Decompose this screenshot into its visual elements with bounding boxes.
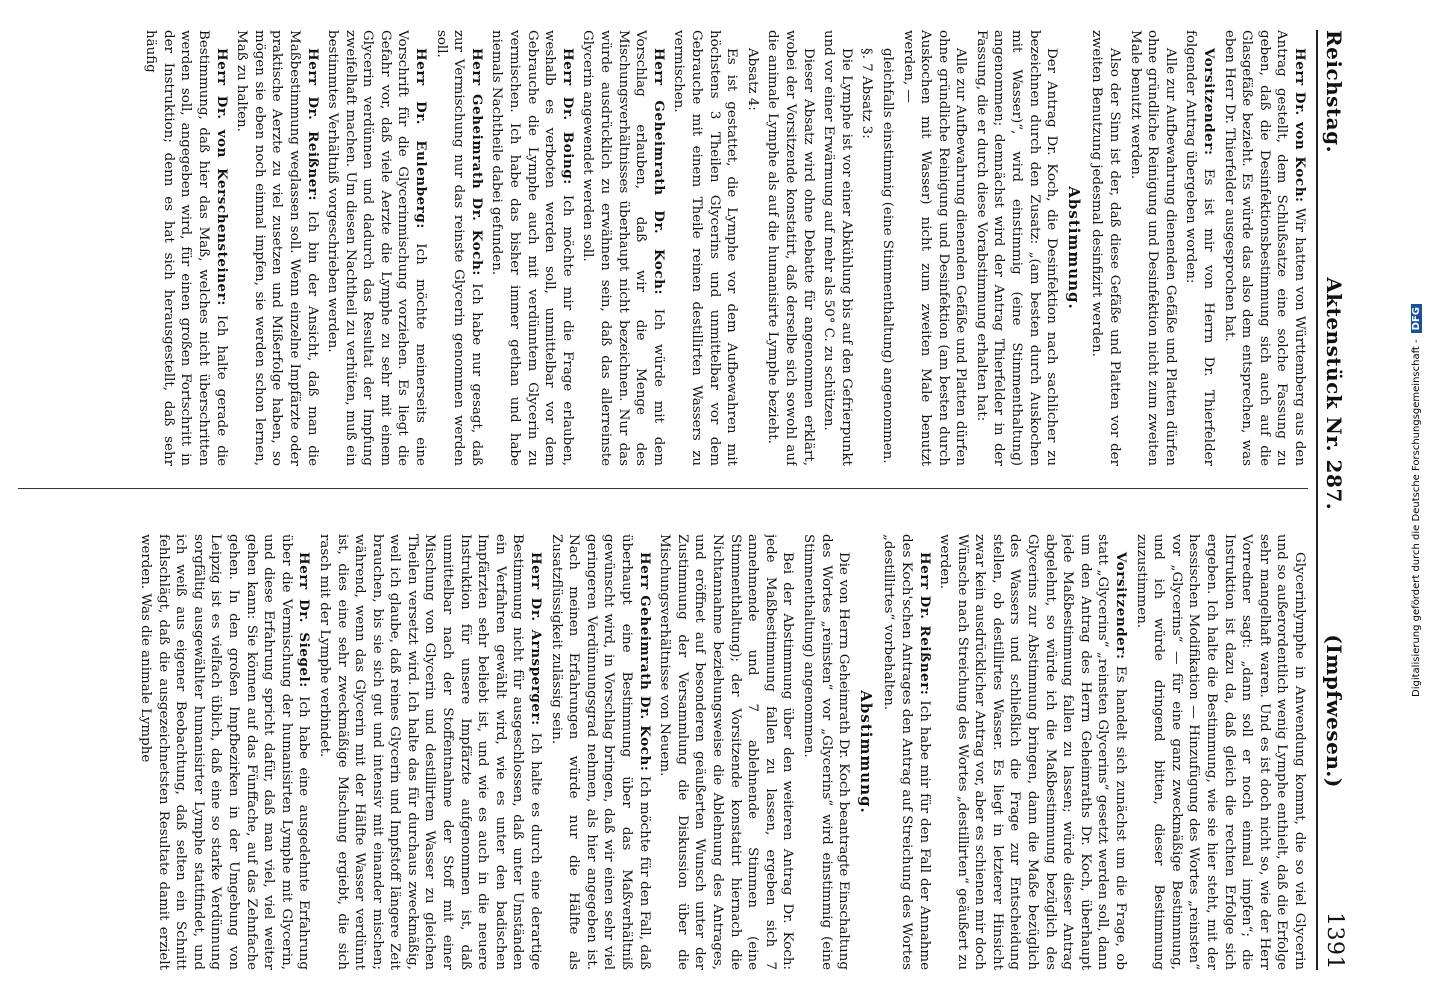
paragraph	[936, 534, 1130, 970]
section-heading: Abstimmung.	[856, 690, 875, 814]
speaker-name: Herr Dr. Reißner:	[916, 552, 933, 696]
left-column	[18, 30, 1308, 466]
speaker-name: Vorsitzender:	[1201, 48, 1218, 156]
paragraph-text: Ich möchte mir die Frage erlauben, weshalb es verboten werden soll, unmittelbar vor dem Gebrauche die Lymphe auch mit verdünntem Glycerin zu vermischen. Ich habe das bisher immer gethan und habe niemals Nachtheile dabei gefunden.	[489, 30, 575, 466]
speaker-name: Herr Geheimrath Dr. Koch:	[650, 48, 667, 296]
paragraph	[880, 534, 933, 970]
page-header	[1316, 30, 1356, 970]
paragraph-text: Alle zur Aufbewahrung dienenden Gefäße und Platten dürfen ohne gründliche Reinigung und Desinfektion (am besten durch Auskochen mit Wasser) nicht zum zweiten Male benutzt werden, —	[900, 30, 969, 466]
paragraph	[878, 30, 896, 466]
paragraph	[315, 534, 544, 970]
paragraph-text: Die von Herrn Geheimrath Dr. Koch beantragte Einschaltung des Wortes „reinsten“ vor „Glycerins“ wird einstimmig (eine Stimmenthaltung) angenommen.	[800, 534, 852, 970]
dfg-logo: DFG	[1411, 304, 1422, 333]
paragraph-text: Ich halte es durch eine derartige Bestimmung nicht für ausgeschlossen, daß unter Umständen ein Verfahren gewählt wird, wie es unter den badischen Impfärzten sehr beliebt ist, und wie es auch in die neuere Instruktion für unsere Impfärzte aufgenommen ist, daß unmittelbar nach der Stoffentnahme der Stoff mit einer Mischung von Glycerin und destillirtem Wasser zu gleichen Theilen versetzt wird. Ich halte das für durchaus zweckmäßig, weil ich glaube, daß reines Glycerin und Impfstoff längere Zeit brauchen, bis sie sich gut und intensiv mit einander mischen; während, wenn das Glycerin mit der Hälfte Wasser verdünnt ist, dies eine sehr zweckmäßige Mischung ergiebt, die sich rasch mit der Lymphe verbindet.	[316, 534, 544, 970]
speaker-name: Herr Dr. Boing:	[559, 48, 576, 185]
paragraph-text: Alle zur Aufbewahrung dienenden Gefäße und Platten dürfen ohne gründliche Reinigung und Desinfektion nicht zum zweiten Male benutzt werden.	[1127, 30, 1178, 466]
paragraph-text: Ich habe mir für den Fall der Annahme des Koch'schen Antrages den Antrag auf Streichung des Wortes „destillirtes“ vorbehalten.	[881, 534, 932, 970]
paragraph	[547, 534, 653, 970]
digitization-credit	[1404, 0, 1428, 1000]
paragraph	[858, 30, 876, 466]
paragraph	[972, 30, 1060, 466]
section-heading: Abstimmung.	[1064, 186, 1083, 310]
paragraph	[799, 534, 852, 970]
speaker-name: Vorsitzender:	[1113, 552, 1130, 660]
paragraph-text: Der Antrag Dr. Koch, die Desinfektion nach sachlicher zu bezeichnen durch den Zusatz: „(am besten durch Auskochen mit Wasser)“, wird einstimmig (eine Stimmenthaltung) angenommen; demnächst wird der Antrag Thierfelder in der Fassung, die er durch diese Vorabstimmung erhalten hat:	[973, 30, 1060, 466]
header-right: (Impfwesen.)	[1322, 634, 1346, 788]
paragraph	[488, 30, 576, 466]
paragraph-text: §. 7 Absatz 3:	[859, 48, 875, 139]
paragraph-text: Die Lymphe ist vor einer Abkühlung bis auf den Gefrierpunkt und vor einer Erwärmung auf mehr als 50° C. zu schützen.	[821, 30, 854, 466]
page-number: 1391	[1322, 911, 1347, 970]
paragraph-text: Also der Sinn ist der, daß diese Gefäße und Platten vor der zweiten Benutzung jedesmal desinfizirt werden.	[1089, 30, 1123, 466]
paragraph-text: gleichfalls einstimmig (eine Stimmenthaltung) angenommen.	[879, 48, 895, 464]
paragraph	[820, 30, 855, 466]
header-center: Aktenstück Nr. 287.	[1322, 277, 1346, 511]
speaker-name: Herr Geheimrath Dr. Koch:	[468, 48, 485, 276]
paragraph	[764, 30, 817, 466]
paragraph-text: Es ist gestattet, die Lymphe vor dem Aufbewahren mit höchstens 3 Theilen Glycerins und unmittelbar vor dem Gebrauche mit einem Theile reinen destillirten Wassers zu vermischen.	[671, 30, 740, 466]
right-column	[18, 534, 1308, 970]
paragraph-text: Es ist mir von Herrn Dr. Thierfelder folgender Antrag übergeben worden:	[1183, 30, 1217, 466]
paragraph-text: Ich habe nur gesagt, daß zur Vermischung nur das reinste Glycerin genommen werden soll.	[433, 30, 484, 466]
paragraph	[1126, 30, 1179, 466]
paragraph	[656, 534, 797, 970]
paragraph	[579, 30, 667, 466]
paragraph-text: Wir hatten von Württemberg aus den Antrag gestellt, dem Schlußsatze eine solche Fassung zu geben, daß die Desinfektionsbestimmung sich auch auf die Glasgefäße bezieht. Es würde das also dem entsprechen, was eben Herr Dr. Thierfelder ausgesprochen hat.	[1221, 30, 1307, 466]
paragraph-text: Ich bin der Ansicht, daß man die Maßbestimmung weglassen soll. Wenn einzelne Impfärzte oder praktische Aerzte zu viel zusetzen und Mißerfolge haben, so mögen sie eben noch einmal impfen, sie werden schon lernen, Maß zu halten.	[234, 30, 320, 466]
paragraph-text: Glycerinlymphe in Anwendung kommt, die so viel Glycerin und so außerordentlich wenig Lymphe enthielt, daß die Erfolge sehr mangelhaft waren. Und es ist doch nicht so, wie der Herr Vorredner sagt: „dann soll er noch einmal impfen“; die Instruktion ist dazu da, daß gleich die rechten Erfolge sich ergeben. Ich halte die Bestimmung, wie sie hier steht, mit der hessischen Modifikation — Hinzufügung des Wortes „reinsten“ vor „Glycerins“ — für eine ganz zweckmäßige Bestimmung, und ich würde dringend bitten, dieser Bestimmung zuzustimmen.	[1133, 534, 1307, 970]
paragraph	[1088, 30, 1123, 466]
speaker-name: Herr Dr. von Koch:	[1292, 48, 1308, 203]
paragraph-text: Dieser Absatz wird ohne Debatte für angenommen erklärt, wobei der Vorsitzende konstatirt, daß derselbe sich sowohl auf die animale Lymphe als auf die humanisirte Lymphe bezieht.	[765, 30, 816, 466]
paragraph-text: Ich möchte meinerseits eine Vorschrift für die Glycerinmischung vorziehen. Es liegt die Gefahr vor, daß viele Aerzte die Lymphe zu sehr mit einem Glycerin verdünnen und dadurch das Resultat der Impfung zweifelhaft machen. Um diesen Nachtheil zu verhüten, muß ein bestimmtes Verhältniß vorgeschrieben werden.	[325, 30, 429, 466]
speaker-name: Herr Dr. Siegel:	[296, 552, 313, 688]
paragraph	[324, 30, 430, 466]
header-left: Reichstag.	[1322, 30, 1346, 154]
speaker-name: Herr Dr. Reißner:	[304, 48, 321, 202]
paragraph	[1182, 30, 1217, 466]
paragraph	[743, 30, 761, 466]
paragraph-text: Absatz 4:	[744, 48, 760, 111]
paragraph-text: Es handelt sich zunächst um die Frage, ob statt „Glycerins“ „reinsten Glycerins“ gesetzt werden soll, dann um den Antrag des Herrn Geheimraths Dr. Koch, überhaupt jede Maßbestimmung fallen zu lassen; würde dieser Antrag abgelehnt, so würde ich die Maßbestimmung bezüglich des Glycerins zur Abstimmung bringen, dann die Maße bezüglich des Wassers und schließlich die Frage zur Entscheidung stellen, ob destillirtes Wasser. Es liegt in letzterer Hinsicht zwar kein ausdrücklicher Antrag vor, aber es schienen mir doch Wünsche nach Streichung des Wortes „destillirten“ geäußert zu werden.	[937, 534, 1129, 970]
paragraph	[670, 30, 740, 466]
speaker-name: Herr Dr. von Kerschensteiner:	[213, 48, 230, 306]
paragraph	[142, 30, 230, 466]
paragraph	[233, 30, 321, 466]
paragraph-text: Ich halte gerade die Bestimmung, daß hier das Maß, welches nicht überschritten werden soll, angegeben wird, für einen großen Fortschritt in der Instruktion; denn es hat sich herausgestellt, daß sehr häufig	[143, 30, 229, 466]
paragraph	[432, 30, 485, 466]
speaker-name: Herr Geheimrath Dr. Koch:	[636, 552, 653, 772]
paragraph	[136, 534, 312, 970]
credit-text: Digitalisierung gefördert durch die Deutsche Forschungsgemeinschaft -	[1410, 338, 1422, 697]
paragraph-text: Ich habe eine ausgedehnte Erfahrung über die Vermischung der humanisirten Lymphe mit Glycerin, und diese Erfahrung spricht dafür, daß man viel, viel weiter gehen kann: Sie können auf das Fünffache, auf das Zehnfache gehen. In den großen Impfbezirken in der Umgebung von Leipzig ist es vielfach üblich, daß eine so starke Verdünnung sorgfältig ausgewählter humanisirter Lymphe stattfindet, und ich weiß aus eigener Beobachtung, daß selten ein Schnitt fehlschlägt, daß die ausgezeichnetsten Resultate damit erzielt werden. Was die animale Lymphe	[138, 534, 312, 970]
paragraph	[1220, 30, 1308, 466]
paragraph	[1132, 534, 1308, 970]
speaker-name: Herr Dr. Eulenberg:	[413, 48, 430, 229]
paragraph-text: Ich möchte für den Fall, daß überhaupt eine Bestimmung über das Maßverhältniß gewünscht wird, in Vorschlag bringen, daß wir einen sehr viel geringeren Verdünnungsgrad nehmen, als hier angegeben ist. Nach meinen Erfahrungen würde nur die Hälfte als Zusatzflüssigkeit zulässig sein.	[548, 534, 652, 970]
column-divider	[18, 488, 1308, 489]
paragraph-text: Ich würde mit dem Vorschlag erlauben, daß wir die Menge des Mischungsverhältnisses überhaupt nicht bezeichnen. Nur das würde ausdrücklich zu erwähnen sein, daß das allerreinste Glycerin angewendet werden soll.	[580, 30, 666, 466]
speaker-name: Herr Dr. Arnsperger:	[528, 552, 545, 726]
paragraph-text: Bei der Abstimmung über den weiteren Antrag Dr. Koch: jede Maßbestimmung fallen zu lassen, ergeben sich 7 annehmende und 7 ablehnende Stimmen (eine Stimmenthaltung); der Vorsitzende konstatirt hiernach die Nichtannahme beziehungsweise die Ablehnung des Antrages, und eröffnet auf besonderen geäußerten Wunsch unter der Zustimmung der Versammlung die Diskussion über die Mischungsverhältnisse von Neuem.	[657, 534, 796, 970]
paragraph	[899, 30, 969, 466]
